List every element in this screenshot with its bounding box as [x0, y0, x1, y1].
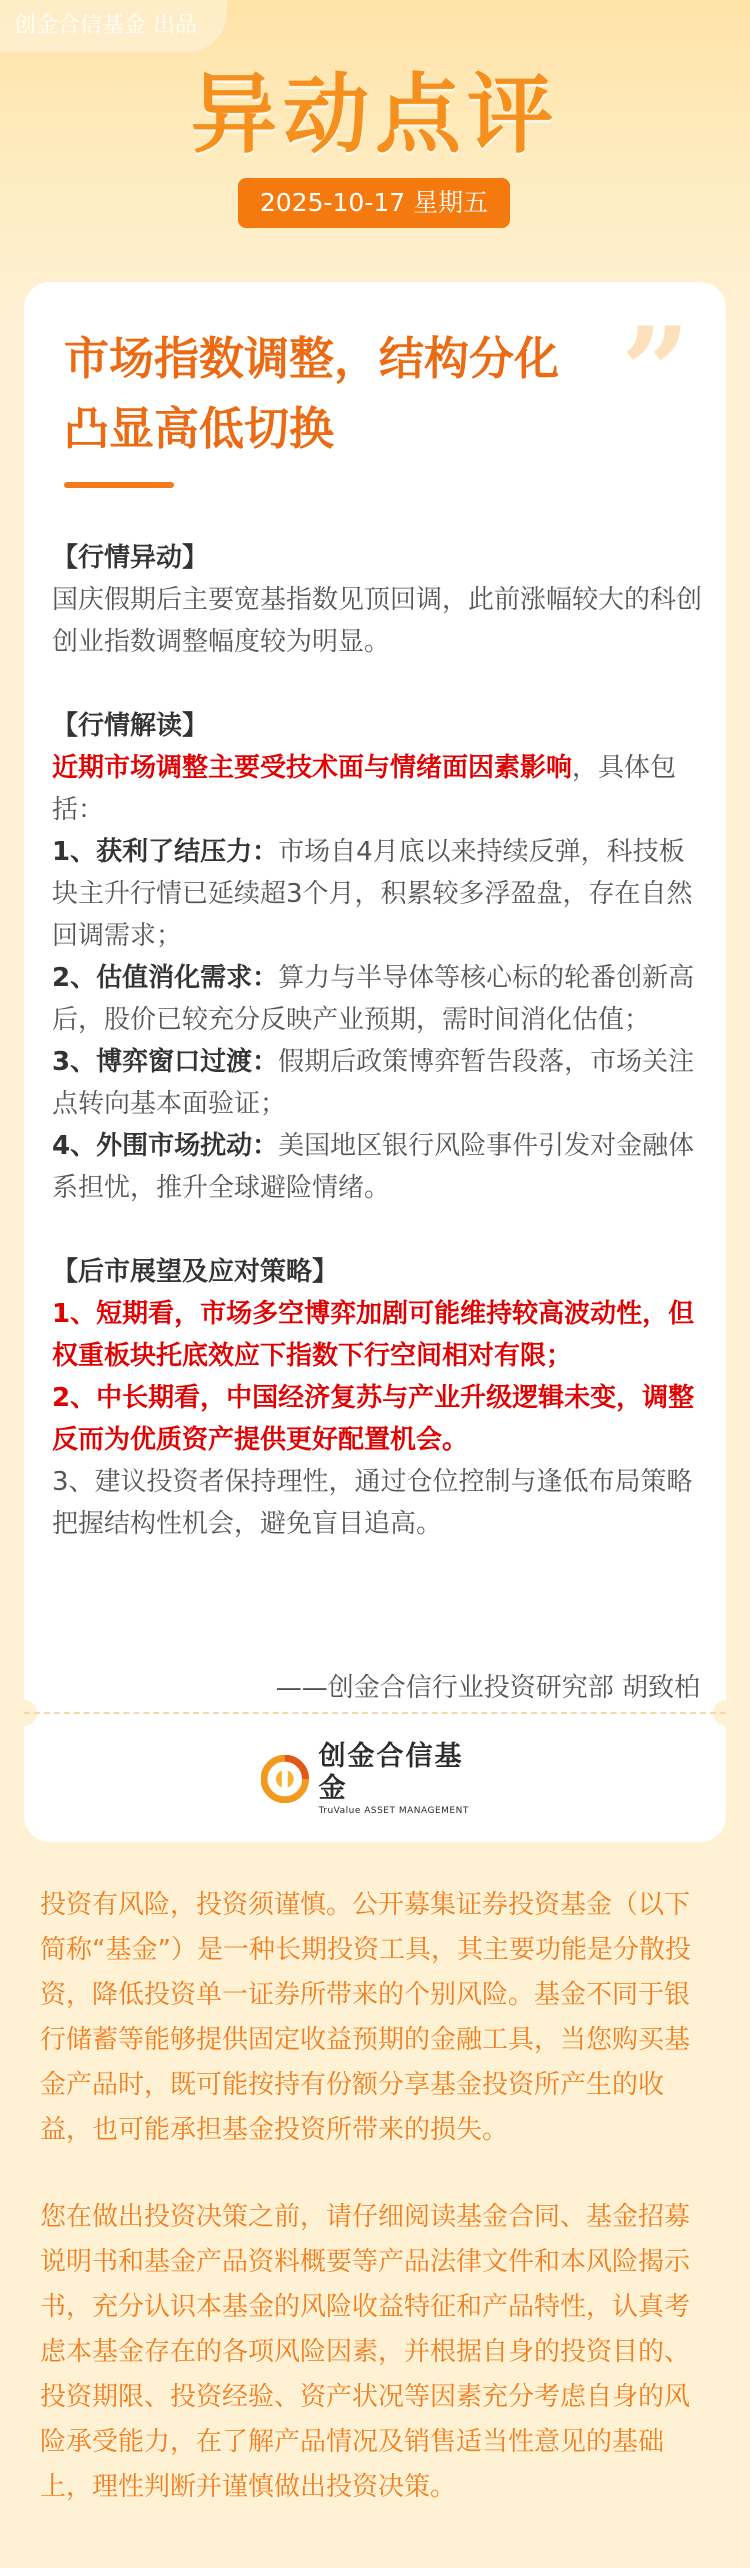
outlook-item-short-term: 1、短期看，市场多空博弈加剧可能维持较高波动性，但权重板块托底效应下指数下行空间相对有限；: [52, 1299, 695, 1371]
interpretation-item-text: 美国地区银行风险事件引发对金融体系担忧，推升全球避险情绪。: [52, 1131, 695, 1203]
interpretation-lead-rest: ，具体包括：: [52, 753, 677, 825]
interpretation-item-label: 2、估值消化需求：: [52, 963, 279, 993]
interpretation-item-label: 1、获利了结压力：: [52, 837, 279, 867]
interpretation-item-text: 市场自4月底以来持续反弹，科技板块主升行情已延续超3个月，积累较多浮盈盘，存在自然回调需求；: [52, 837, 693, 951]
commentary-card: [24, 282, 726, 1842]
interpretation-lead-emphasis: 近期市场调整主要受技术面与情绪面因素影响: [52, 753, 573, 783]
interpretation-item-label: 4、外围市场扰动：: [52, 1131, 279, 1161]
section-market-move-text: 国庆假期后主要宽基指数见顶回调，此前涨幅较大的科创创业指数调整幅度较为明显。: [52, 585, 703, 657]
headline-underline: [64, 482, 174, 488]
interpretation-item: [52, 1041, 702, 1125]
interpretation-item-text: 假期后政策博弈暂告段落，市场关注点转向基本面验证；: [52, 1047, 695, 1119]
brand-logo: [261, 1741, 491, 1816]
publisher-tag: 创金合信基金 出品: [0, 0, 227, 52]
headline-line-2: 凸显高低切换: [64, 402, 335, 455]
interpretation-item: [52, 957, 702, 1041]
article-body: [52, 537, 702, 1545]
risk-disclaimer: [40, 1883, 712, 2510]
brand-logo-icon: [261, 1755, 309, 1803]
section-outlook-title: 【后市展望及应对策略】: [52, 1257, 339, 1287]
section-interpretation-lead: [52, 747, 702, 831]
quote-mark-icon: ”: [620, 301, 690, 442]
interpretation-item: [52, 1125, 702, 1209]
disclaimer-paragraph-2: 您在做出投资决策之前，请仔细阅读基金合同、基金招募说明书和基金产品资料概要等产品法律文件和本风险揭示书，充分认识本基金的风险收益特征和产品特性，认真考虑本基金存在的各项风险因素，并根据自身的投资目的、投资期限、投资经验、资产状况等因素充分考虑自身的风险承受能力，在了解产品情况及销售适当性意见的基础上，理性判断并谨慎做出投资决策。: [40, 2202, 691, 2502]
section-interpretation-title: 【行情解读】: [52, 711, 209, 741]
interpretation-item: [52, 831, 702, 957]
author-signature: ——创金合信行业投资研究部 胡致柏: [275, 1673, 700, 1703]
brand-name-en: TruValue ASSET MANAGEMENT: [318, 1806, 469, 1816]
page-title: 异动点评: [191, 65, 559, 165]
interpretation-item-label: 3、博弈窗口过渡：: [52, 1047, 279, 1077]
date-badge: 2025-10-17 星期五: [238, 178, 510, 228]
outlook-item-long-term: 2、中长期看，中国经济复苏与产业升级逻辑未变，调整反而为优质资产提供更好配置机会。: [52, 1383, 695, 1455]
disclaimer-paragraph-1: 投资有风险，投资须谨慎。公开募集证券投资基金（以下简称“基金”）是一种长期投资工具，其主要功能是分散投资，降低投资单一证券所带来的个别风险。基金不同于银行储蓄等能够提供固定收益预期的金融工具，当您购买基金产品时，既可能按持有份额分享基金投资所产生的收益，也可能承担基金投资所带来的损失。: [40, 1890, 691, 2145]
headline: [64, 324, 624, 464]
headline-line-1: 市场指数调整，结构分化: [64, 332, 560, 385]
brand-name-cn: 创金合信基金: [318, 1741, 464, 1804]
interpretation-item-text: 算力与半导体等核心标的轮番创新高后，股价已较充分反映产业预期，需时间消化估值；: [52, 963, 695, 1035]
outlook-item-advice: 3、建议投资者保持理性，通过仓位控制与逢低布局策略把握结构性机会，避免盲目追高。: [52, 1467, 693, 1539]
dashed-divider: [24, 1712, 726, 1714]
section-market-move-title: 【行情异动】: [52, 543, 209, 573]
